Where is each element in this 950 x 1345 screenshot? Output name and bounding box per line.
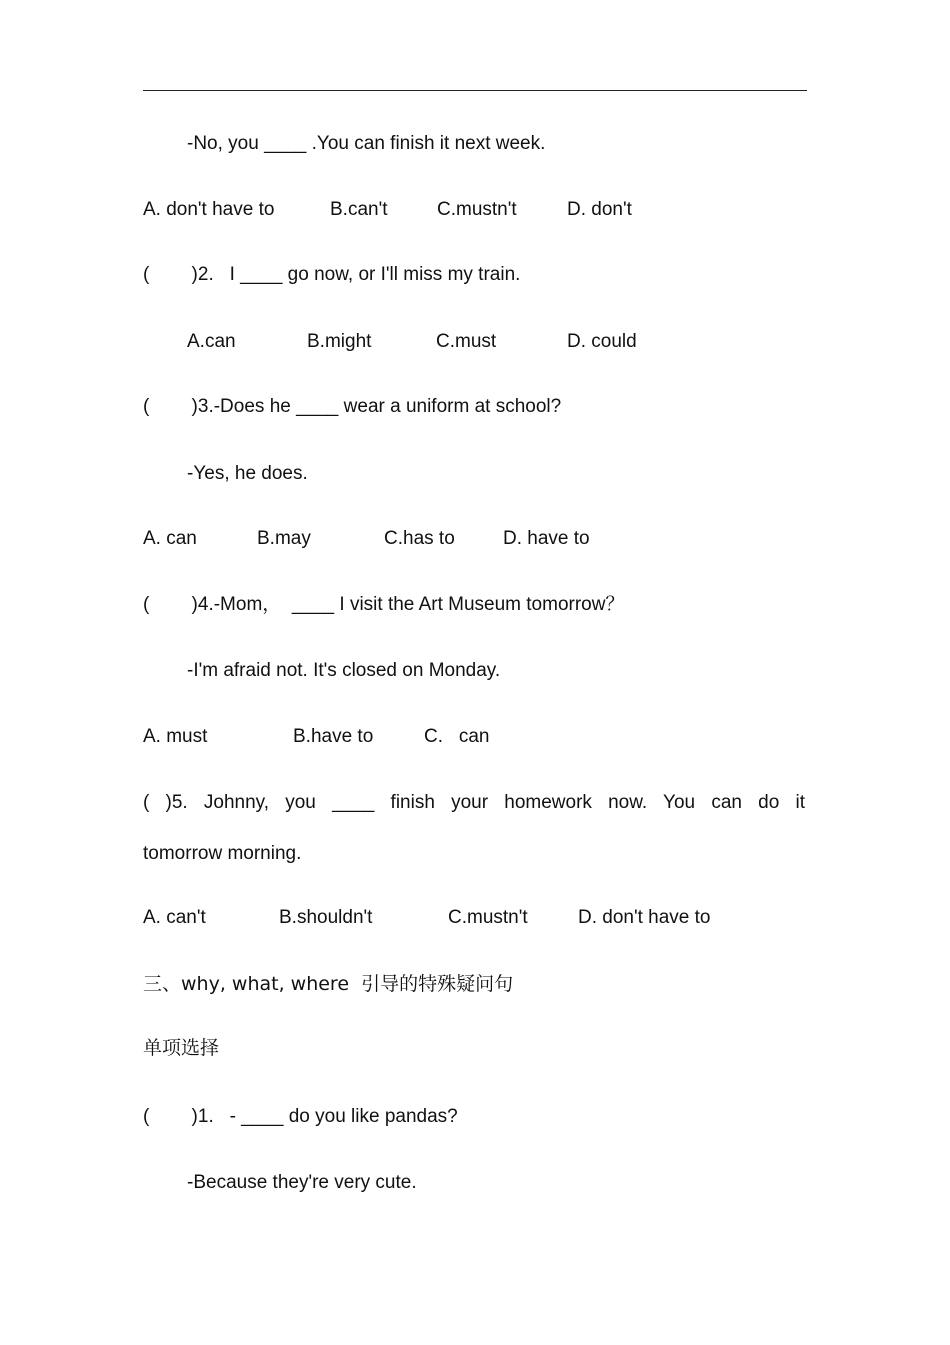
q3-option-c: C.has to xyxy=(384,528,455,549)
q3-option-a: A. can xyxy=(143,528,197,549)
section-3-subtitle: 单项选择 xyxy=(143,1037,220,1059)
q2-stem: ( )2. I ____ go now, or I'll miss my train. xyxy=(143,264,521,285)
q5-option-c: C.mustn't xyxy=(448,907,528,928)
q3-stem: ( )3.-Does he ____ wear a uniform at school? xyxy=(143,396,562,417)
q2-option-a: A.can xyxy=(187,331,236,352)
q5-option-d: D. don't have to xyxy=(578,907,711,928)
q1-option-b: B.can't xyxy=(330,199,388,220)
q5-stem-line-1: ( )5. Johnny, you ____ finish your homework now. You can do it xyxy=(143,792,805,813)
q4-option-b: B.have to xyxy=(293,726,374,747)
section-3-q1-stem: ( )1. - ____ do you like pandas? xyxy=(143,1106,458,1127)
q5-stem-line-2: tomorrow morning. xyxy=(143,843,302,864)
q2-option-b: B.might xyxy=(307,331,372,352)
q1-option-c: C.mustn't xyxy=(437,199,517,220)
q3-answer-line: -Yes, he does. xyxy=(187,463,308,484)
q5-option-b: B.shouldn't xyxy=(279,907,373,928)
q2-option-d: D. could xyxy=(567,331,637,352)
q3-option-b: B.may xyxy=(257,528,311,549)
top-rule xyxy=(143,90,807,91)
q1-option-a: A. don't have to xyxy=(143,199,275,220)
q4-answer-line: -I'm afraid not. It's closed on Monday. xyxy=(187,660,501,681)
section-3-q1-answer-line: -Because they're very cute. xyxy=(187,1172,417,1193)
q5-option-a: A. can't xyxy=(143,907,206,928)
section-3-title: 三、why, what, where 引导的特殊疑问句 xyxy=(143,973,514,995)
q2-option-c: C.must xyxy=(436,331,497,352)
q3-option-d: D. have to xyxy=(503,528,590,549)
q1-answer-line: -No, you ____ .You can finish it next week. xyxy=(187,133,546,154)
q4-stem: ( )4.-Mom， ____ I visit the Art Museum tomorrow？ xyxy=(143,594,625,615)
q1-option-d: D. don't xyxy=(567,199,632,220)
q4-option-c: C. can xyxy=(424,726,490,747)
q4-option-a: A. must xyxy=(143,726,208,747)
